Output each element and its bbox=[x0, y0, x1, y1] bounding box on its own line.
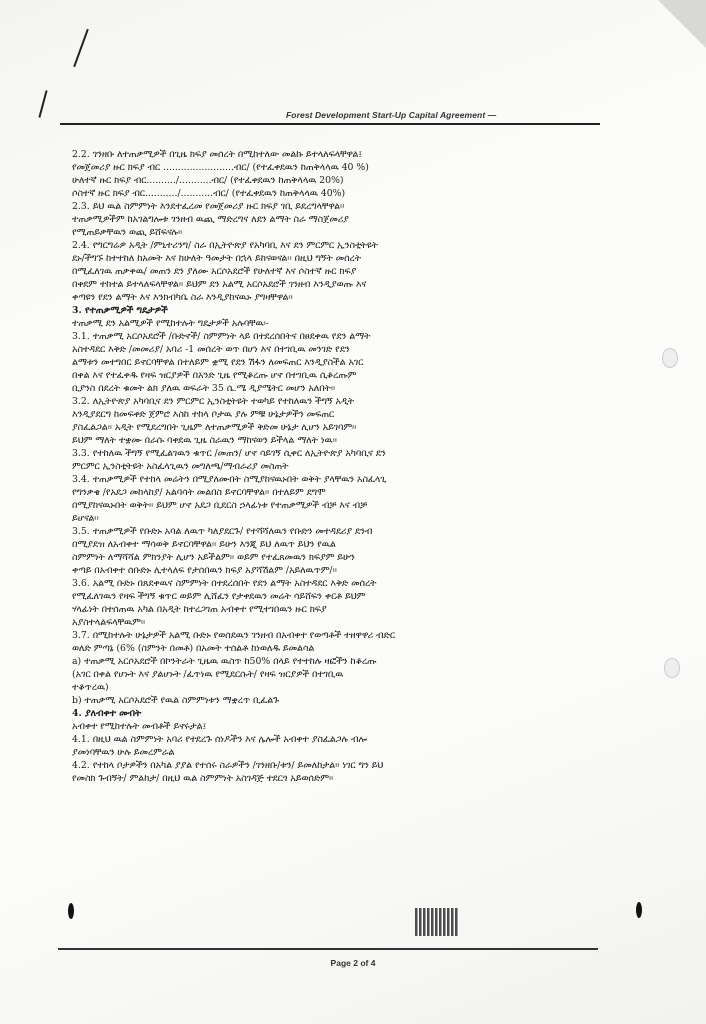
text-line: አስተዳደር እቅድ /መመሪያ/ አባሪ -1 መሰረት ወጥ በሆነ እና በተገቢዉ መንገድ የደን bbox=[72, 344, 350, 355]
text-line: ሃላፊነት በተሰጠዉ አካል በአዲት ከተረጋገጠ አብቀተ የሚተገበዉን ዙር ክፍያ bbox=[72, 604, 327, 615]
text-line: 3.2. ለኢትዮጵያ አካባቢና ደን ምርምር ኢንስቲትዩት ተወካይ የተከለዉን ችግኝ አዲት bbox=[72, 396, 354, 407]
text-line: ስምምነት ለማሻሻል ምክንያት ሊሆን አይችልም፡፡ ወይም የተፈጸመዉን ክፍያም ይሁን bbox=[72, 552, 355, 563]
text-line: 4. ያለብቀተ መብት bbox=[72, 708, 142, 719]
text-line: ሶስተኛ ዙር ክፍያ ብር.........../...........ብር/ (የተፈቀደዉን ከጠቅላላዉ 40%) bbox=[72, 188, 346, 199]
text-line: 3.3. የተከለዉ ችግኝ የሚፈልገዉን ቁጥር /መጠን/ ሆኖ ሳይገኝ ሲቀር ለኢትዮጵያ አካባቢና ደን bbox=[72, 448, 386, 459]
text-line: ያመነባቸዉን ሁሉ ይመረምራል bbox=[72, 747, 175, 758]
text-line: በሚያከናዉኑበት ወቅት፡፡ ይህም ሆኖ አደጋ ቢደርስ ኃላፊነቱ የተጠቃሚዎች ብቻ እና ብቻ bbox=[72, 500, 368, 511]
text-line: ደኑ/ችግኙ ከተተከለ ከአመት እና ከሁለት ዓመታት በኋላ ይከናወናል፡፡ በዚህ ግኝት መሰረት bbox=[72, 253, 362, 264]
text-line: የመጀመሪያ ዙር ክፍያ ብር ........................ብር/ (የተፈቀደዉን ከጠቅላላዉ 40 %) bbox=[72, 162, 369, 173]
text-line: በሚያደዝ ለአብቀተ ማሳወቅ ይኖርባቸዋል፡፡ ይሁን እንጂ ይህ ለዉጥ ይህን የዉል bbox=[72, 539, 336, 550]
document-header: Forest Development Start-Up Capital Agreement — bbox=[286, 110, 497, 120]
text-line: 2.4. የግርግሬዎ አዲት /ምኒተሪንግ/ ስራ በኢትዮጵያ የአካባቢ እና ደን ምርምር ኢንስቲትዩት bbox=[72, 240, 378, 251]
text-line: 2.3. ይህ ዉል ስምምነት እንደተፈረመ የመጀመሪያ ዙር ክፍያ ገቢ ይደረግላቸዋል፡፡ bbox=[72, 201, 345, 212]
text-line: በቀደም ተከተል ይተላለፍላቸዋል፡፡ ይህም ደን አልሚ አርሶአደሮች ገንዘብ እንዲያወጡ እና bbox=[72, 279, 367, 290]
text-line: አብቀተ የሚከተሉት መብቶች ይኖሩታል፤ bbox=[72, 721, 207, 732]
text-line: ቀጣይ በአብቀተ ሰቡድኑ ሊተላለፍ የታሰበዉን ክፍያ አያሻሽልም /አይለዉጥም/፡፡ bbox=[72, 565, 337, 576]
page-number: Page 2 of 4 bbox=[330, 958, 376, 968]
text-line: 4.1. በዚህ ዉል ስምምነት አባሪ የተደረጉ ሰነዶችን እና ሌሎች አብቀተ ያስፈልጋሉ ብሎ bbox=[72, 734, 367, 745]
ink-dot bbox=[636, 902, 642, 918]
text-line: ቢያንስ በደረት ቁመት ልክ ያለዉ ወፍራት 35 ሴ.ሜ ዲያሜትር መሆን አለበት፡፡ bbox=[72, 383, 336, 394]
text-line: ምርምር ኢንስቲትዩት አስፈላጊዉን መግለጫ/ማብራሪያ መስጠት bbox=[72, 461, 289, 472]
text-line: የግንቃቄ /የአደጋ መከላከያ/ አልባሳት መልበስ ይኖርባቸዋል፡፡ በተለይም ደግሞ bbox=[72, 487, 326, 498]
header-rule bbox=[60, 123, 600, 125]
text-line: እንዲያደርግ ከመፍቀድ ጀምሮ እስከ ተከላ ቦታዉ ያሉ ምቹ ሁኔታዎችን መፍጠር bbox=[72, 409, 335, 420]
text-line: በሚፈለገዉ ጠቃቀዉ/ መጠን ደን ያለሙ አርሶአደሮች የሁለተኛ እና ሶስተኛ ዙር ክፍያ bbox=[72, 266, 357, 277]
text-line: የመስክ ጉብኝት/ ምልከታ/ በዚህ ዉል ስምምነት አስገዳጅ ተደርጎ አይወሰድም፡፡ bbox=[72, 773, 334, 784]
text-line: b) ተጠቃሚ አርሶአደሮች የዉል ስምምነቱን ማቋረጥ ቢፈልጉ bbox=[72, 695, 279, 706]
stamp-mark bbox=[415, 908, 459, 936]
text-line: የሚጠይቃቸዉን ወጪ ይሸፍናሉ፡፡ bbox=[72, 227, 183, 238]
text-line: 2.2. ገንዘቡ ለተጠቃሚዎች በጊዜ ክፍያ መሰረት በሚከተለው መልኩ ይተላለፍላቸዋል፤ bbox=[72, 149, 363, 160]
text-line: 3. የተጠቃሚዎች ግዴታዎች bbox=[72, 305, 168, 316]
text-line: 3.4. ተጠቃሚዎች የተከላ መሬትን በሚያለሙበት ስሚያከናዉኑበት ወቅት ያላቸዉን አስፈላጊ bbox=[72, 474, 387, 485]
text-line: 3.5. ተጠቃሚዎች የቡድኑ አባል ለዉጥ ካለያደርጉ/ የተሻሻለዉን የቡድን መተዳደሪያ ደንብ bbox=[72, 526, 373, 537]
text-line: የሚፈለገዉን የዛፍ ችግኝ ቁጥር ወይም ሊሸፈን የታቀደዉን መሬት ሳይሸፍን ቀርቶ ይህም bbox=[72, 591, 366, 602]
text-line: a) ተጠቃሚ አርሶአደሮች በኮንትራት ጊዜዉ ዉስጥ ከ50% በላይ የተተከሉ ዛፎችን ከቆረጡ bbox=[72, 656, 377, 667]
text-line: ተቆጥረዉ) bbox=[72, 682, 109, 693]
text-line: (አገር በቀል የሆኑት እና ያልሆኑት /ፈጥነዉ የሚደርሱት/ የዛፍ ዝርያዎች በተገቢዉ bbox=[72, 669, 344, 680]
text-line: ይህም ማለት ተቋሙ በራሱ ባቀደዉ ጊዜ ስራዉን ማከናወን ይችላል ማለት ነዉ፡፡ bbox=[72, 435, 337, 446]
text-line: ቀጣዩን የደን ልማት እና እንክብካቤ ስራ እንዲያከናዉኑ ያግዛቸዋል፡፡ bbox=[72, 292, 293, 303]
document-body bbox=[72, 148, 602, 785]
text-line: ያስፈልጋል፡፡ አዲት የሚደረግበት ጊዜም ለተጠቃሚዎች ቅድመ ሁኔታ ሊሆን አይገባም፡፡ bbox=[72, 422, 357, 433]
text-line: ልማቱን መተግበር ይኖርባቸዋል በተለይም ቋሚ የደን ሽፋን ለመፍጠር እንዲያስችል አገር bbox=[72, 357, 364, 368]
text-line: በቀል እና የተፈቀዱ የዛፍ ዝርያዎች በአንድ ጊዜ የሚቆረጡ ሆኖ በተገቢዉ ሲቆረጡም bbox=[72, 370, 357, 381]
text-line: ይሆናል፡፡ bbox=[72, 513, 99, 524]
margin-pen-mark bbox=[38, 90, 47, 118]
text-line: ወለድ ምጣኔ (6% (ስምንት በመቶ) በአመት ተሰልቶ ከነወለዱ ይመልሳል bbox=[72, 643, 315, 654]
text-line: ተጠቃሚዎችም ከአገልግሎቱ ገንዘብ ዉጪ ማድረግና ለደን ልማት ስራ ማስጀመሪያ bbox=[72, 214, 349, 225]
folded-corner bbox=[658, 0, 706, 48]
text-line: 3.6. አልሚ ቡድኑ በጸደቀዉና ስምምነት በተደረሰበት የደን ልማት አስተዳደር እቅድ መሰረት bbox=[72, 578, 377, 589]
text-line: 3.1. ተጠቃሚ አርሶአደሮች /ቡድኖች/ ስምምነት ላይ በተደረሰበትና በፀደቀዉ የደን ልማት bbox=[72, 331, 371, 342]
ink-dot bbox=[68, 903, 74, 919]
margin-pen-mark bbox=[73, 29, 89, 67]
text-line: 3.7. በሚከተሉት ሁኔታዎች አልሚ ቡድኑ የወሰደዉን ገንዘብ በአብቀተ የወጣቶች ተዘዋዋሪ ብድር bbox=[72, 630, 395, 641]
text-line: ተጠቃሚ ደን አልሚዎች የሚከተሉት ግዴታዎች አሉባቸዉ፡- bbox=[72, 318, 269, 329]
text-line: 4.2. የተከላ ቦታዎችን በአካል ያያል የተሰሩ ስራዎችን /ገንዘቡ/ቱን/ ይመለከታል፡፡ ነገር ግን ይህ bbox=[72, 760, 384, 771]
text-line: ሁለተኛ ዙር ክፍያ ብር........../...........ብር/ (የተፈቀደዉን ከጠቅላላዉ 20%) bbox=[72, 175, 344, 186]
footer-rule bbox=[58, 948, 598, 950]
punch-hole bbox=[662, 348, 678, 368]
punch-hole bbox=[664, 658, 680, 678]
text-line: አያስተላልፍላቸዉም፡፡ bbox=[72, 617, 146, 628]
